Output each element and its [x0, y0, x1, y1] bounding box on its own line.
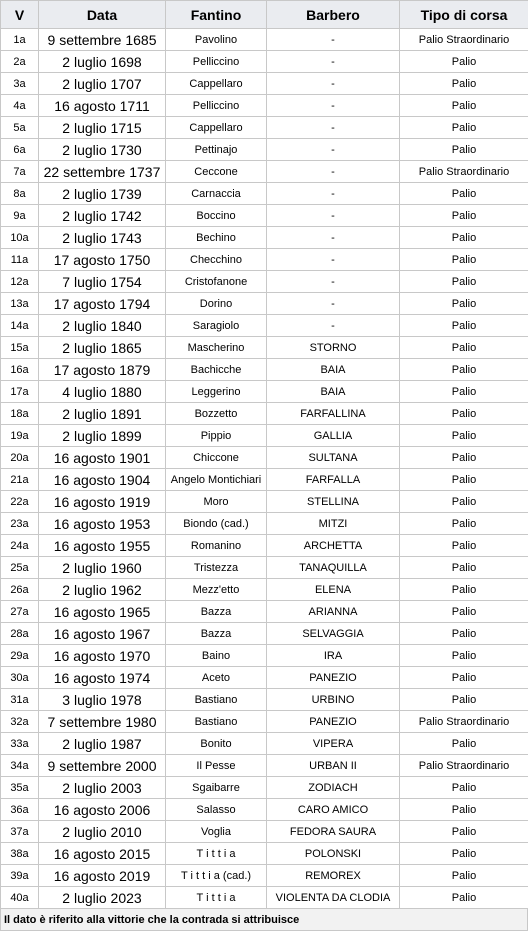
cell-fantino: Bonito — [166, 733, 267, 755]
cell-tipo-di-corsa: Palio — [400, 513, 528, 535]
cell-data: 16 agosto 2019 — [39, 865, 166, 887]
cell-v: 4a — [1, 95, 39, 117]
cell-barbero: - — [267, 29, 400, 51]
cell-data: 17 agosto 1879 — [39, 359, 166, 381]
table-row — [1, 271, 528, 293]
cell-fantino: Moro — [166, 491, 267, 513]
cell-data: 16 agosto 1919 — [39, 491, 166, 513]
cell-tipo-di-corsa: Palio — [400, 579, 528, 601]
cell-v: 35a — [1, 777, 39, 799]
table-row — [1, 403, 528, 425]
cell-barbero: REMOREX — [267, 865, 400, 887]
cell-data: 16 agosto 1970 — [39, 645, 166, 667]
cell-barbero: - — [267, 139, 400, 161]
cell-data: 16 agosto 1974 — [39, 667, 166, 689]
header-tipo-di-corsa: Tipo di corsa — [400, 1, 528, 29]
cell-v: 36a — [1, 799, 39, 821]
footnote: Il dato è riferito alla vittorie che la contrada si attribuisce — [0, 909, 528, 931]
table-row — [1, 117, 528, 139]
cell-v: 29a — [1, 645, 39, 667]
cell-barbero: ZODIACH — [267, 777, 400, 799]
cell-tipo-di-corsa: Palio Straordinario — [400, 161, 528, 183]
cell-v: 22a — [1, 491, 39, 513]
cell-data: 2 luglio 1840 — [39, 315, 166, 337]
cell-data: 2 luglio 1962 — [39, 579, 166, 601]
cell-fantino: Bazza — [166, 623, 267, 645]
cell-data: 4 luglio 1880 — [39, 381, 166, 403]
cell-fantino: T i t t i a — [166, 887, 267, 909]
cell-tipo-di-corsa: Palio — [400, 95, 528, 117]
cell-tipo-di-corsa: Palio — [400, 821, 528, 843]
table-row — [1, 755, 528, 777]
cell-fantino: T i t t i a (cad.) — [166, 865, 267, 887]
table-row — [1, 183, 528, 205]
table-row — [1, 777, 528, 799]
cell-fantino: Biondo (cad.) — [166, 513, 267, 535]
cell-barbero: ARIANNA — [267, 601, 400, 623]
cell-v: 39a — [1, 865, 39, 887]
cell-v: 21a — [1, 469, 39, 491]
cell-tipo-di-corsa: Palio — [400, 183, 528, 205]
cell-fantino: Sgaibarre — [166, 777, 267, 799]
table-row — [1, 29, 528, 51]
cell-fantino: Carnaccia — [166, 183, 267, 205]
cell-tipo-di-corsa: Palio — [400, 843, 528, 865]
table-row — [1, 733, 528, 755]
cell-tipo-di-corsa: Palio — [400, 359, 528, 381]
cell-fantino: Pelliccino — [166, 51, 267, 73]
table-header-row — [1, 1, 528, 29]
cell-data: 16 agosto 1904 — [39, 469, 166, 491]
cell-barbero: SELVAGGIA — [267, 623, 400, 645]
cell-v: 40a — [1, 887, 39, 909]
table-row — [1, 293, 528, 315]
cell-data: 16 agosto 2006 — [39, 799, 166, 821]
cell-v: 19a — [1, 425, 39, 447]
cell-fantino: Bazza — [166, 601, 267, 623]
table-body — [1, 29, 528, 909]
cell-barbero: FARFALLINA — [267, 403, 400, 425]
cell-tipo-di-corsa: Palio — [400, 733, 528, 755]
cell-barbero: - — [267, 73, 400, 95]
cell-barbero: SULTANA — [267, 447, 400, 469]
cell-barbero: - — [267, 95, 400, 117]
cell-tipo-di-corsa: Palio — [400, 535, 528, 557]
cell-v: 34a — [1, 755, 39, 777]
cell-barbero: - — [267, 117, 400, 139]
cell-fantino: Checchino — [166, 249, 267, 271]
table-row — [1, 161, 528, 183]
cell-data: 9 settembre 2000 — [39, 755, 166, 777]
cell-data: 2 luglio 1715 — [39, 117, 166, 139]
cell-fantino: Pelliccino — [166, 95, 267, 117]
cell-barbero: VIOLENTA DA CLODIA — [267, 887, 400, 909]
cell-barbero: - — [267, 249, 400, 271]
cell-data: 16 agosto 2015 — [39, 843, 166, 865]
header-barbero: Barbero — [267, 1, 400, 29]
cell-v: 3a — [1, 73, 39, 95]
cell-fantino: Pavolino — [166, 29, 267, 51]
cell-barbero: ELENA — [267, 579, 400, 601]
cell-fantino: Bastiano — [166, 711, 267, 733]
table-row — [1, 95, 528, 117]
cell-tipo-di-corsa: Palio — [400, 271, 528, 293]
table-row — [1, 623, 528, 645]
cell-data: 16 agosto 1967 — [39, 623, 166, 645]
cell-barbero: FARFALLA — [267, 469, 400, 491]
cell-fantino: Cappellaro — [166, 73, 267, 95]
cell-data: 2 luglio 1730 — [39, 139, 166, 161]
table-row — [1, 865, 528, 887]
cell-tipo-di-corsa: Palio — [400, 777, 528, 799]
cell-barbero: - — [267, 205, 400, 227]
cell-tipo-di-corsa: Palio — [400, 315, 528, 337]
cell-v: 20a — [1, 447, 39, 469]
cell-data: 2 luglio 2023 — [39, 887, 166, 909]
cell-fantino: Tristezza — [166, 557, 267, 579]
cell-tipo-di-corsa: Palio — [400, 117, 528, 139]
cell-barbero: - — [267, 161, 400, 183]
cell-fantino: Cristofanone — [166, 271, 267, 293]
table-row — [1, 601, 528, 623]
table-row — [1, 469, 528, 491]
cell-tipo-di-corsa: Palio — [400, 73, 528, 95]
cell-barbero: FEDORA SAURA — [267, 821, 400, 843]
cell-fantino: Angelo Montichiari — [166, 469, 267, 491]
cell-tipo-di-corsa: Palio — [400, 601, 528, 623]
cell-data: 2 luglio 1987 — [39, 733, 166, 755]
cell-tipo-di-corsa: Palio — [400, 381, 528, 403]
cell-fantino: Bachicche — [166, 359, 267, 381]
cell-data: 2 luglio 1899 — [39, 425, 166, 447]
table-row — [1, 557, 528, 579]
table-row — [1, 645, 528, 667]
cell-fantino: Baino — [166, 645, 267, 667]
table-row — [1, 843, 528, 865]
cell-v: 14a — [1, 315, 39, 337]
cell-data: 16 agosto 1711 — [39, 95, 166, 117]
cell-fantino: Pippio — [166, 425, 267, 447]
cell-data: 22 settembre 1737 — [39, 161, 166, 183]
cell-data: 7 settembre 1980 — [39, 711, 166, 733]
cell-v: 25a — [1, 557, 39, 579]
cell-fantino: Boccino — [166, 205, 267, 227]
cell-data: 2 luglio 1891 — [39, 403, 166, 425]
cell-v: 6a — [1, 139, 39, 161]
cell-data: 17 agosto 1794 — [39, 293, 166, 315]
cell-data: 2 luglio 2010 — [39, 821, 166, 843]
cell-v: 5a — [1, 117, 39, 139]
cell-tipo-di-corsa: Palio — [400, 139, 528, 161]
table-row — [1, 821, 528, 843]
cell-tipo-di-corsa: Palio — [400, 51, 528, 73]
table-row — [1, 359, 528, 381]
cell-tipo-di-corsa: Palio — [400, 205, 528, 227]
cell-v: 31a — [1, 689, 39, 711]
cell-v: 16a — [1, 359, 39, 381]
table-row — [1, 799, 528, 821]
cell-fantino: Aceto — [166, 667, 267, 689]
cell-tipo-di-corsa: Palio Straordinario — [400, 755, 528, 777]
cell-v: 11a — [1, 249, 39, 271]
table-row — [1, 205, 528, 227]
cell-v: 9a — [1, 205, 39, 227]
cell-tipo-di-corsa: Palio — [400, 865, 528, 887]
table-row — [1, 667, 528, 689]
cell-v: 26a — [1, 579, 39, 601]
table-row — [1, 51, 528, 73]
header-fantino: Fantino — [166, 1, 267, 29]
cell-fantino: Saragiolo — [166, 315, 267, 337]
cell-tipo-di-corsa: Palio — [400, 469, 528, 491]
cell-tipo-di-corsa: Palio — [400, 491, 528, 513]
cell-barbero: URBAN II — [267, 755, 400, 777]
cell-fantino: Bastiano — [166, 689, 267, 711]
cell-fantino: Il Pesse — [166, 755, 267, 777]
cell-v: 23a — [1, 513, 39, 535]
cell-barbero: BAIA — [267, 381, 400, 403]
cell-fantino: Ceccone — [166, 161, 267, 183]
cell-data: 2 luglio 1707 — [39, 73, 166, 95]
cell-v: 17a — [1, 381, 39, 403]
cell-tipo-di-corsa: Palio — [400, 447, 528, 469]
cell-v: 32a — [1, 711, 39, 733]
cell-barbero: - — [267, 293, 400, 315]
table-row — [1, 513, 528, 535]
table-row — [1, 425, 528, 447]
cell-barbero: STORNO — [267, 337, 400, 359]
cell-barbero: BAIA — [267, 359, 400, 381]
cell-fantino: Leggerino — [166, 381, 267, 403]
cell-v: 38a — [1, 843, 39, 865]
table-row — [1, 337, 528, 359]
cell-barbero: - — [267, 315, 400, 337]
cell-data: 9 settembre 1685 — [39, 29, 166, 51]
cell-data: 3 luglio 1978 — [39, 689, 166, 711]
table-row — [1, 689, 528, 711]
cell-fantino: T i t t i a — [166, 843, 267, 865]
cell-v: 18a — [1, 403, 39, 425]
cell-barbero: GALLIA — [267, 425, 400, 447]
cell-fantino: Romanino — [166, 535, 267, 557]
cell-barbero: POLONSKI — [267, 843, 400, 865]
cell-fantino: Bozzetto — [166, 403, 267, 425]
cell-data: 7 luglio 1754 — [39, 271, 166, 293]
cell-fantino: Bechino — [166, 227, 267, 249]
cell-data: 16 agosto 1901 — [39, 447, 166, 469]
cell-fantino: Chiccone — [166, 447, 267, 469]
cell-fantino: Pettinajo — [166, 139, 267, 161]
cell-barbero: IRA — [267, 645, 400, 667]
cell-v: 12a — [1, 271, 39, 293]
cell-barbero: - — [267, 183, 400, 205]
cell-data: 17 agosto 1750 — [39, 249, 166, 271]
table-row — [1, 535, 528, 557]
cell-tipo-di-corsa: Palio — [400, 645, 528, 667]
cell-v: 10a — [1, 227, 39, 249]
cell-tipo-di-corsa: Palio — [400, 557, 528, 579]
cell-barbero: STELLINA — [267, 491, 400, 513]
cell-fantino: Cappellaro — [166, 117, 267, 139]
cell-v: 7a — [1, 161, 39, 183]
cell-v: 13a — [1, 293, 39, 315]
cell-data: 16 agosto 1965 — [39, 601, 166, 623]
cell-fantino: Voglia — [166, 821, 267, 843]
cell-tipo-di-corsa: Palio — [400, 667, 528, 689]
cell-tipo-di-corsa: Palio — [400, 799, 528, 821]
cell-tipo-di-corsa: Palio — [400, 227, 528, 249]
cell-barbero: PANEZIO — [267, 711, 400, 733]
cell-tipo-di-corsa: Palio — [400, 425, 528, 447]
cell-barbero: TANAQUILLA — [267, 557, 400, 579]
table-row — [1, 447, 528, 469]
cell-fantino: Dorino — [166, 293, 267, 315]
cell-v: 2a — [1, 51, 39, 73]
cell-v: 15a — [1, 337, 39, 359]
cell-barbero: URBINO — [267, 689, 400, 711]
cell-data: 2 luglio 1865 — [39, 337, 166, 359]
table-row — [1, 73, 528, 95]
header-data: Data — [39, 1, 166, 29]
cell-data: 2 luglio 1739 — [39, 183, 166, 205]
table-row — [1, 491, 528, 513]
cell-data: 2 luglio 1743 — [39, 227, 166, 249]
cell-v: 30a — [1, 667, 39, 689]
cell-v: 27a — [1, 601, 39, 623]
table-row — [1, 887, 528, 909]
header-v: V — [1, 1, 39, 29]
table-row — [1, 711, 528, 733]
cell-barbero: - — [267, 51, 400, 73]
cell-tipo-di-corsa: Palio — [400, 249, 528, 271]
cell-tipo-di-corsa: Palio Straordinario — [400, 29, 528, 51]
cell-barbero: PANEZIO — [267, 667, 400, 689]
cell-data: 2 luglio 1742 — [39, 205, 166, 227]
table-row — [1, 227, 528, 249]
table-row — [1, 579, 528, 601]
cell-fantino: Salasso — [166, 799, 267, 821]
cell-data: 16 agosto 1953 — [39, 513, 166, 535]
cell-tipo-di-corsa: Palio — [400, 403, 528, 425]
cell-data: 2 luglio 1698 — [39, 51, 166, 73]
table-row — [1, 381, 528, 403]
table-row — [1, 139, 528, 161]
cell-v: 33a — [1, 733, 39, 755]
cell-v: 8a — [1, 183, 39, 205]
cell-barbero: - — [267, 227, 400, 249]
cell-barbero: CARO AMICO — [267, 799, 400, 821]
cell-barbero: ARCHETTA — [267, 535, 400, 557]
table-row — [1, 249, 528, 271]
cell-v: 37a — [1, 821, 39, 843]
cell-data: 2 luglio 2003 — [39, 777, 166, 799]
table-row — [1, 315, 528, 337]
cell-tipo-di-corsa: Palio — [400, 293, 528, 315]
cell-data: 2 luglio 1960 — [39, 557, 166, 579]
cell-tipo-di-corsa: Palio — [400, 887, 528, 909]
cell-data: 16 agosto 1955 — [39, 535, 166, 557]
cell-tipo-di-corsa: Palio — [400, 689, 528, 711]
cell-tipo-di-corsa: Palio — [400, 623, 528, 645]
cell-barbero: - — [267, 271, 400, 293]
cell-barbero: MITZI — [267, 513, 400, 535]
cell-v: 1a — [1, 29, 39, 51]
cell-fantino: Mascherino — [166, 337, 267, 359]
cell-tipo-di-corsa: Palio — [400, 337, 528, 359]
cell-barbero: VIPERA — [267, 733, 400, 755]
cell-tipo-di-corsa: Palio Straordinario — [400, 711, 528, 733]
cell-fantino: Mezz'etto — [166, 579, 267, 601]
cell-v: 24a — [1, 535, 39, 557]
cell-v: 28a — [1, 623, 39, 645]
